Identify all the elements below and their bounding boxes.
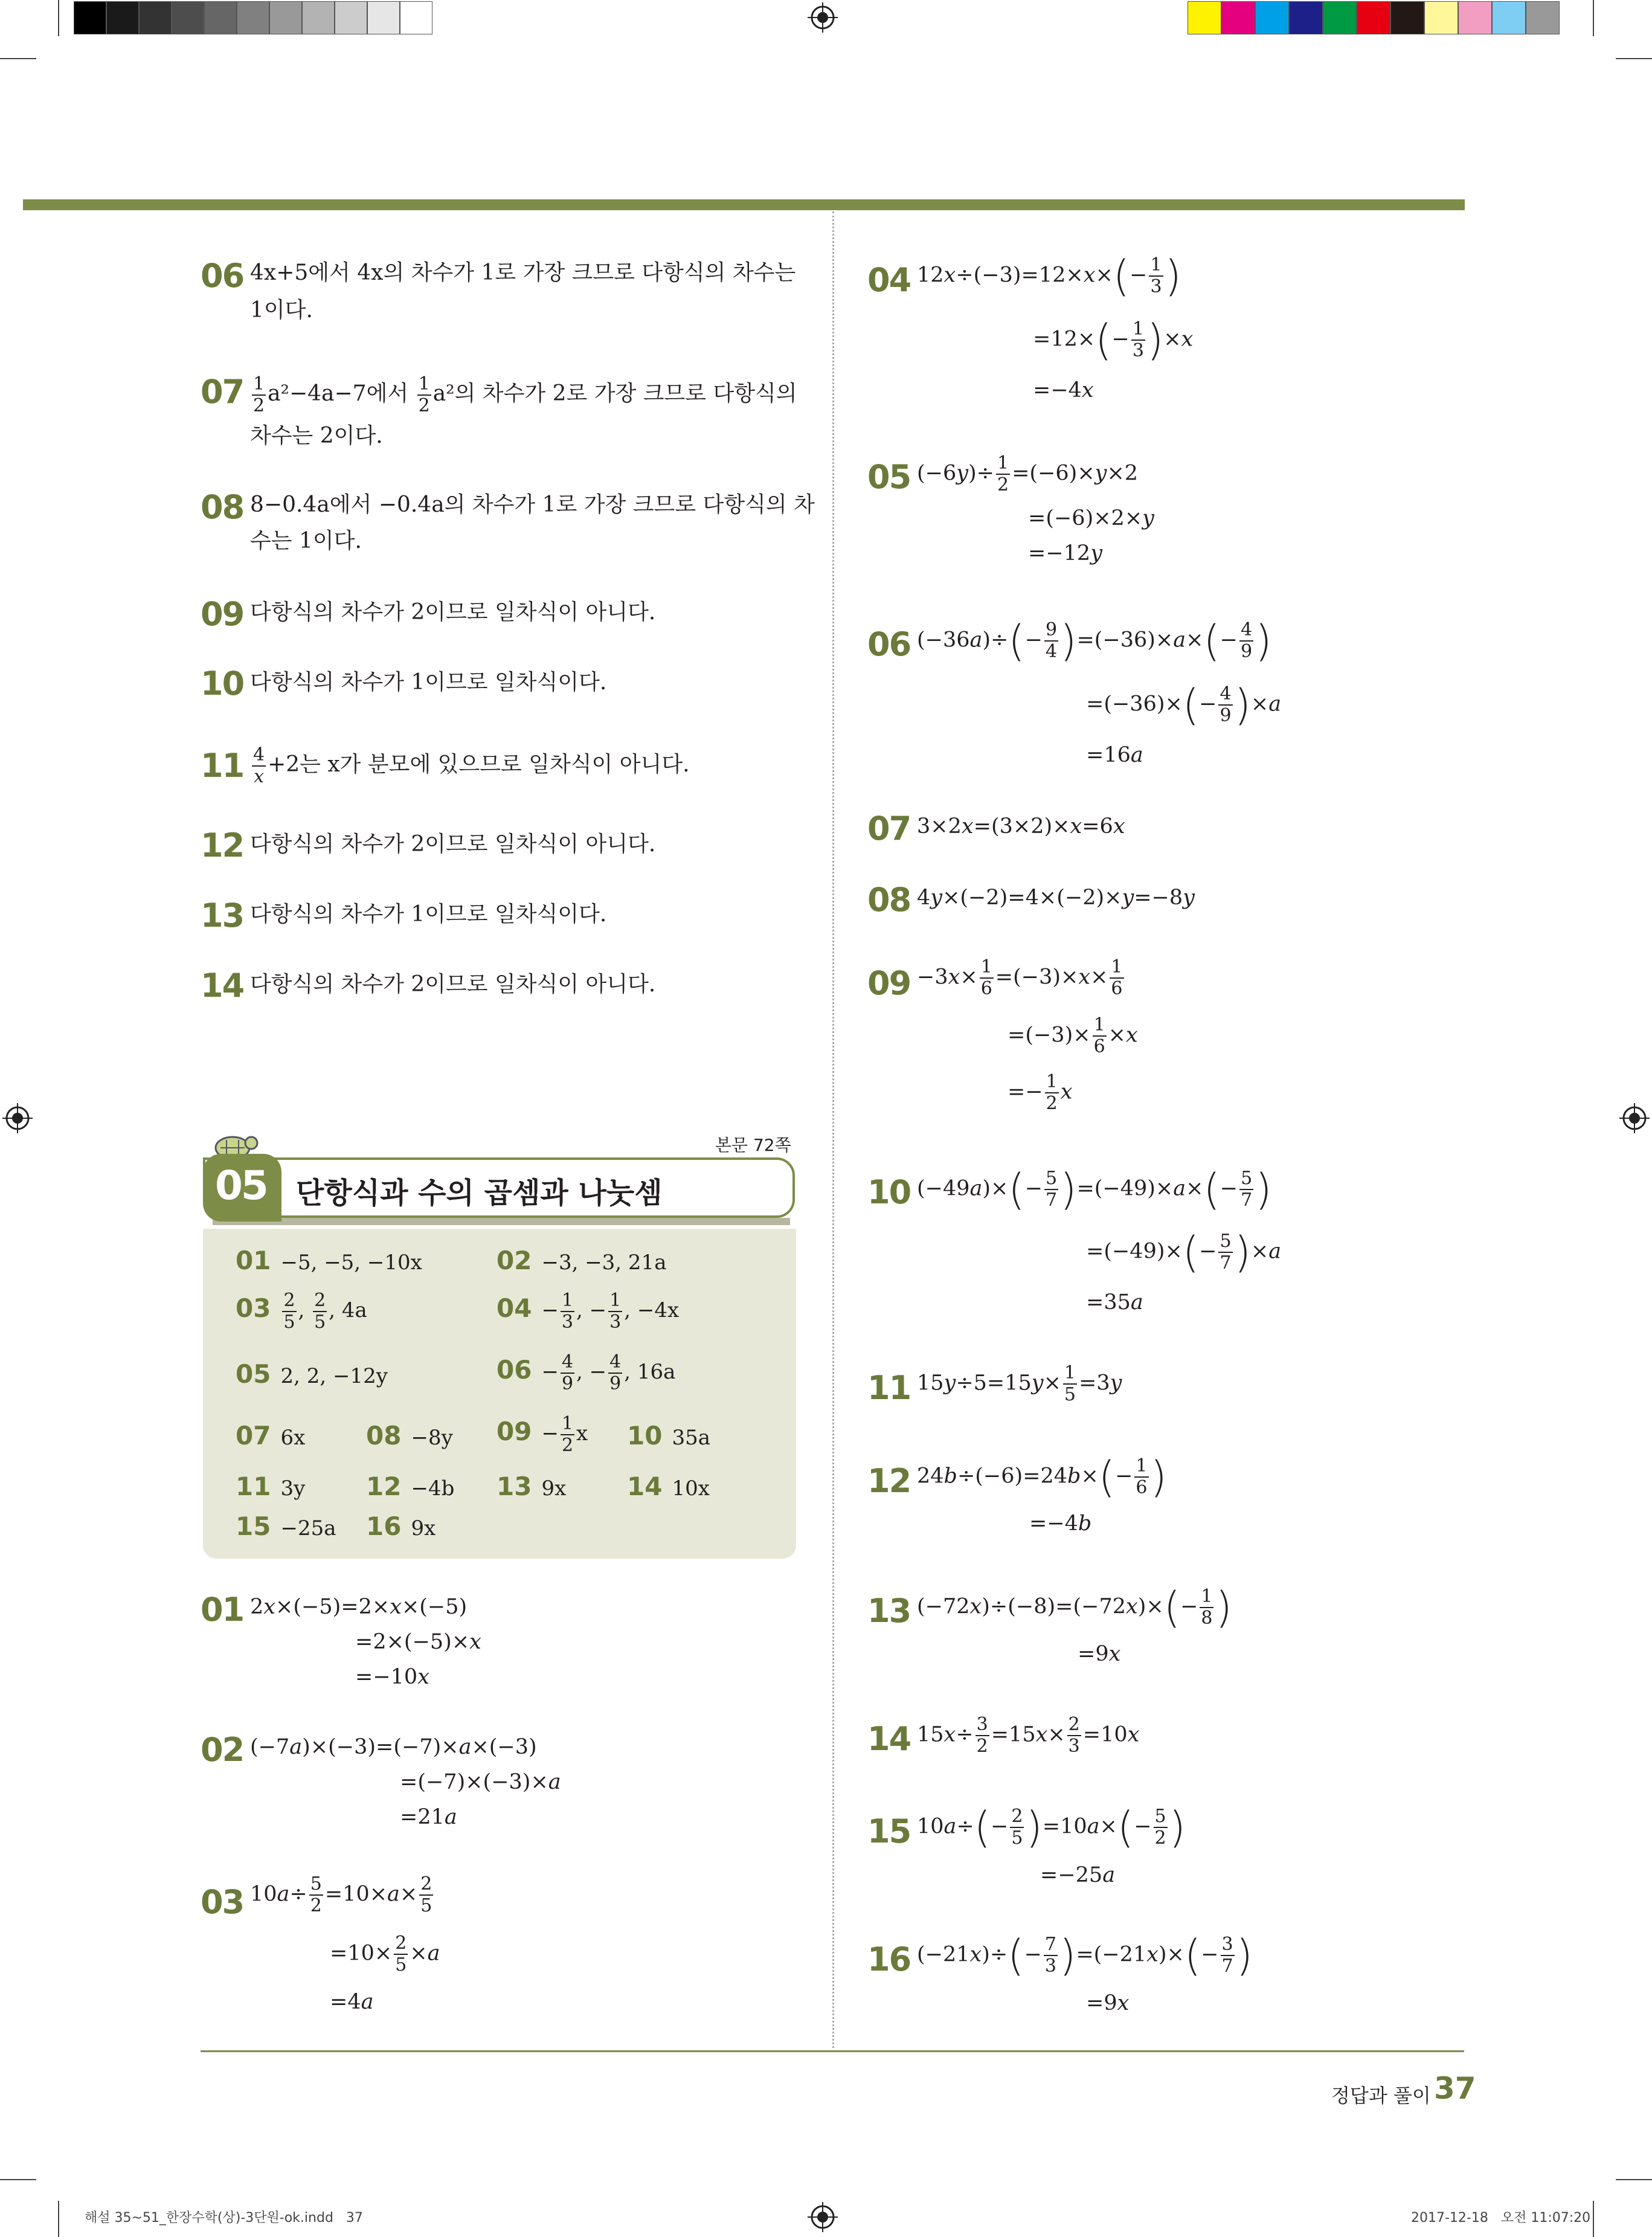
registration-mark-icon	[2, 1103, 33, 1133]
item-text: 다항식의 차수가 2이므로 일차식이 아니다.	[250, 600, 656, 625]
answer-item: 09 − $\frac{1}{2}$ x	[497, 1413, 588, 1456]
solution-line: =−12y	[1028, 541, 1102, 565]
solution-line: =16a	[1086, 743, 1143, 767]
solution-number: 04	[867, 261, 911, 299]
solution-line: =(−36)×(− $\frac{4}{9}$ )×a	[1086, 680, 1282, 730]
answer-item: 14 10x	[627, 1472, 710, 1501]
crop-mark	[1593, 0, 1594, 36]
solution-number: 01	[201, 1591, 244, 1629]
answer-item: 11 3y	[236, 1472, 306, 1501]
solution-line: 24b÷(−6)=24b×(− $\frac{1}{6}$ )	[917, 1452, 1167, 1502]
solution-number: 06	[867, 625, 911, 663]
answer-item: 10 35a	[627, 1421, 710, 1450]
item-number: 07	[201, 373, 244, 411]
item-number: 06	[201, 257, 244, 295]
file-info: 해설 35~51_한장수학(상)-3단원-ok.indd 37	[85, 2210, 363, 2226]
answer-item: 02 −3, −3, 21a	[497, 1246, 667, 1275]
answer-item: 13 9x	[497, 1472, 567, 1501]
solution-number: 14	[867, 1720, 911, 1758]
section-ref: 본문 72쪽	[715, 1135, 791, 1155]
solution-number: 11	[867, 1369, 911, 1407]
item-text: 4x+5에서 4x의 차수가 1로 가장 크므로 다항식의 차수는	[250, 260, 796, 285]
solution-line: (−49a)×(− $\frac{5}{7}$ )=(−49)×a×(− $\frac{5}{7}$ )	[917, 1165, 1272, 1214]
solution-line: 12x÷(−3)=12×x×(− $\frac{1}{3}$ )	[917, 251, 1181, 301]
solution-line: =9x	[1086, 1991, 1130, 2015]
item-text: 다항식의 차수가 1이므로 일차식이다.	[250, 670, 607, 695]
crop-mark	[1616, 2179, 1652, 2180]
answer-item: 04 − $\frac{1}{3}$ , − $\frac{1}{3}$ , −4x	[497, 1290, 680, 1333]
solution-line: =21a	[400, 1805, 457, 1829]
solution-line: =− $\frac{1}{2}$ x	[1008, 1071, 1073, 1114]
solution-line: (−72x)÷(−8)=(−72x)×(− $\frac{1}{8}$ )	[917, 1583, 1232, 1632]
solution-line: =(−7)×(−3)×a	[400, 1770, 561, 1794]
answer-item: 03 $\frac{2}{5}$ , $\frac{2}{5}$ , 4a	[236, 1290, 367, 1333]
crop-mark	[0, 2179, 36, 2180]
solution-line: =9x	[1078, 1642, 1121, 1666]
solution-line: 10a÷ $\frac{5}{2}$ =10×a× $\frac{2}{5}$	[250, 1873, 432, 1916]
solution-line: 15x÷ $\frac{3}{2}$ =15x× $\frac{2}{3}$ =10x	[917, 1714, 1140, 1757]
header-rule	[23, 199, 1465, 210]
timestamp: 2017-12-18 오전 11:07:20	[1411, 2210, 1591, 2226]
solution-line: =−4b	[1029, 1511, 1092, 1536]
item-text: 다항식의 차수가 2이므로 일차식이 아니다.	[250, 972, 656, 997]
item-number: 12	[201, 826, 244, 864]
solution-line: =2×(−5)×x	[355, 1630, 481, 1654]
solution-line: =10× $\frac{2}{5}$ ×a	[330, 1933, 440, 1975]
solution-line: 3×2x=(3×2)×x=6x	[917, 814, 1125, 838]
item-text: 수는 1이다.	[250, 529, 362, 553]
registration-mark-icon	[1619, 1103, 1650, 1133]
solution-line: 2x×(−5)=2×x×(−5)	[250, 1595, 468, 1619]
solution-number: 10	[867, 1173, 911, 1211]
column-divider	[832, 211, 834, 2048]
item-number: 11	[201, 747, 244, 785]
section-banner-shadow	[213, 1218, 790, 1225]
solution-line: =−4x	[1033, 378, 1094, 402]
solution-line: −3x× $\frac{1}{6}$ =(−3)×x× $\frac{1}{6}$	[917, 956, 1123, 999]
crop-mark	[58, 0, 59, 36]
solution-line: 4y×(−2)=4×(−2)×y=−8y	[917, 886, 1195, 910]
registration-mark-icon	[808, 2202, 838, 2232]
solution-line: 15y÷5=15y× $\frac{1}{5}$ =3y	[917, 1362, 1122, 1405]
answer-item: 06 − $\frac{4}{9}$ , − $\frac{4}{9}$ , 16a	[497, 1351, 676, 1394]
solution-line: =(−49)×(− $\frac{5}{7}$ )×a	[1086, 1228, 1282, 1277]
solution-number: 09	[867, 964, 911, 1002]
solution-number: 08	[867, 881, 911, 919]
solution-line: =4a	[330, 1990, 374, 2014]
solution-line: (−21x)÷(− $\frac{7}{3}$ )=(−21x)×(− $\frac{3}{7}$ )	[917, 1931, 1253, 1980]
answer-item: 01 −5, −5, −10x	[236, 1246, 422, 1275]
section-number-text: 05	[215, 1162, 267, 1209]
crop-mark	[1616, 58, 1652, 59]
solution-number: 02	[201, 1731, 244, 1769]
solution-line: 10a÷(− $\frac{2}{5}$ )=10a×(− $\frac{5}{2}$ )	[917, 1803, 1186, 1852]
solution-line: =(−3)× $\frac{1}{6}$ ×x	[1008, 1014, 1138, 1057]
item-number: 14	[201, 967, 244, 1005]
footer-label: 정답과 풀이	[1331, 2084, 1431, 2107]
item-text: 다항식의 차수가 2이므로 일차식이 아니다.	[250, 832, 656, 857]
answer-item: 16 9x	[366, 1511, 436, 1541]
section-title: 단항식과 수의 곱셈과 나눗셈	[296, 1176, 663, 1210]
solution-line: =−25a	[1040, 1863, 1116, 1887]
solution-number: 12	[867, 1462, 911, 1500]
registration-mark-icon	[808, 2, 838, 33]
answer-item: 08 −8y	[366, 1421, 453, 1450]
item-text: 8−0.4a에서 −0.4a의 차수가 1로 가장 크므로 다항식의 차	[250, 492, 815, 517]
item-number: 13	[201, 896, 244, 935]
solution-line: (−7a)×(−3)=(−7)×a×(−3)	[250, 1735, 537, 1759]
solution-line: (−6y)÷ $\frac{1}{2}$ =(−6)×y×2	[917, 452, 1139, 495]
solution-number: 07	[867, 810, 911, 848]
crop-mark	[58, 2201, 59, 2237]
solution-line: =35a	[1086, 1290, 1143, 1315]
item-number: 08	[201, 488, 244, 526]
solution-line: =−10x	[355, 1665, 429, 1689]
solution-number: 16	[867, 1940, 911, 1978]
item-text: $\frac{4}{x}$ +2는 x가 분모에 있으므로 일차식이 아니다.	[253, 744, 690, 787]
page-number: 37	[1434, 2071, 1476, 2106]
item-number: 10	[201, 665, 244, 703]
answer-item: 05 2, 2, −12y	[236, 1359, 388, 1389]
item-number: 09	[201, 595, 244, 633]
answer-item: 07 6x	[236, 1421, 306, 1450]
item-text: 1이다.	[250, 298, 313, 323]
item-text: $\frac{1}{2}$ a²−4a−7에서 $\frac{1}{2}$ a²의 차수가 2로 가장 크므로 다항식의	[253, 373, 797, 416]
solution-number: 13	[867, 1592, 911, 1630]
solution-line: (−36a)÷(− $\frac{9}{4}$ )=(−36)×a×(− $\frac{4}{9}$ )	[917, 616, 1272, 666]
answer-item: 15 −25a	[236, 1511, 336, 1541]
item-text: 다항식의 차수가 1이므로 일차식이다.	[250, 902, 607, 927]
solution-number: 03	[201, 1883, 244, 1921]
footer-rule	[201, 2050, 1464, 2052]
solution-number: 15	[867, 1812, 911, 1850]
item-text: 차수는 2이다.	[250, 423, 383, 448]
crop-mark	[1593, 2201, 1594, 2237]
solution-number: 05	[867, 458, 911, 496]
solution-line: =12×(− $\frac{1}{3}$ )×x	[1033, 315, 1194, 365]
crop-mark	[0, 58, 36, 59]
answer-item: 12 −4b	[366, 1472, 455, 1501]
solution-line: =(−6)×2×y	[1028, 506, 1154, 530]
